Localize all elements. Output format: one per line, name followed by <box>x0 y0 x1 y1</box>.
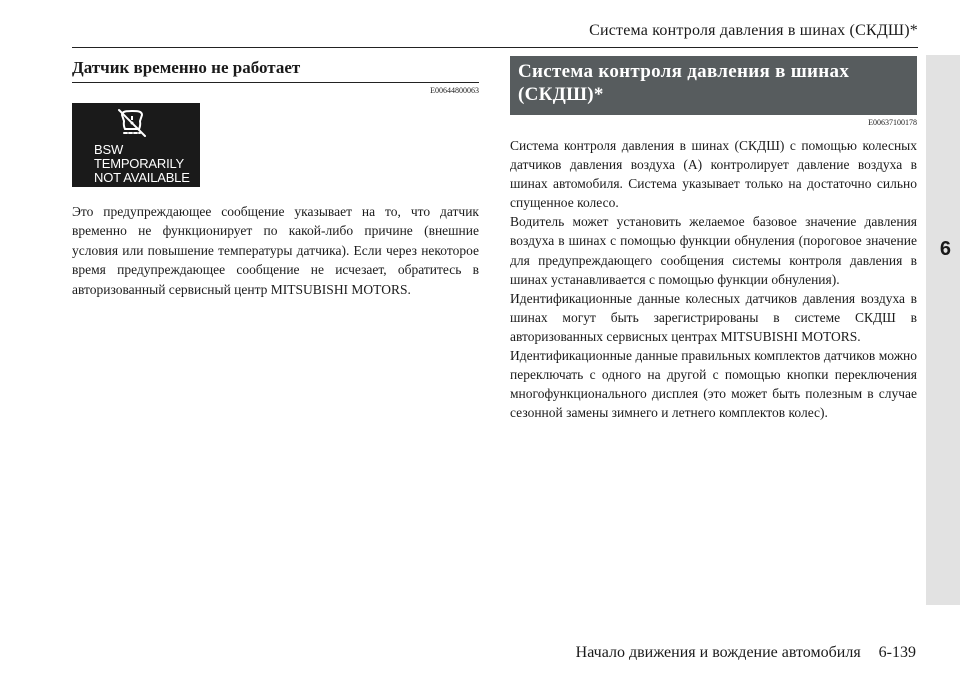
header-rule <box>72 47 918 48</box>
page-footer <box>576 644 916 662</box>
display-message <box>94 143 190 185</box>
banner-title-line: Система контроля давления в шинах <box>518 61 850 82</box>
body-text <box>510 136 917 422</box>
section-banner <box>510 56 917 115</box>
body-paragraph: Идентификационные данные колесных датчиков давления воздуха в шинах могут быть зарегистрированы в системе СКДШ в авторизованных сервисных центрах MITSUBISHI MOTORS. <box>510 290 917 344</box>
right-column <box>510 56 917 422</box>
page-number: 6-139 <box>878 644 916 661</box>
banner-title-line: (СКДШ)* <box>518 84 604 105</box>
tire-sensor-unavailable-icon <box>115 107 149 139</box>
section-code: E00637100178 <box>868 118 917 127</box>
footer-section-title: Начало движения и вождение автомобиля <box>575 644 861 661</box>
display-line: TEMPORARILY <box>94 156 185 171</box>
section-code: E00644800063 <box>430 86 479 95</box>
body-paragraph: Водитель может установить желаемое базовое значение давления воздуха в шинах с помощью функции обнуления (пороговое значение для предупреждающего сообщения системы контроля давления в шинах устанавливается с помощью функции обнуления). <box>510 214 917 287</box>
warning-display-image <box>72 103 200 187</box>
display-line: BSW <box>94 142 124 157</box>
chapter-side-tab <box>926 55 960 605</box>
chapter-number: 6 <box>939 238 951 260</box>
left-column <box>72 56 479 299</box>
body-paragraph: Система контроля давления в шинах (СКДШ) с помощью колесных датчиков давления воздуха (A) контролирует давление воздуха в шинах автомобиля. Система указывает только на достаточно сильно спущенное колесо. <box>510 138 917 211</box>
section-heading-sensor: Датчик временно не работает <box>72 58 479 83</box>
display-line: NOT AVAILABLE <box>94 170 190 185</box>
header-title: Система контроля давления в шинах (СКДШ)* <box>589 22 918 39</box>
body-paragraph: Идентификационные данные правильных комплектов датчиков можно переключать с одного на другой с помощью кнопки переключения многофункционального дисплея (это может быть полезным в случае сезонной замены зимнего и летнего комплектов колес). <box>510 348 917 421</box>
sensor-paragraph: Это предупреждающее сообщение указывает на то, что датчик временно не функционирует по какой-либо причине (внешние условия или повышение температуры датчика). Если через некоторое время предупреждающее сообщение не исчезает, обратитесь в авторизованный сервисный центр MITSUBISHI MOTORS. <box>72 204 479 297</box>
